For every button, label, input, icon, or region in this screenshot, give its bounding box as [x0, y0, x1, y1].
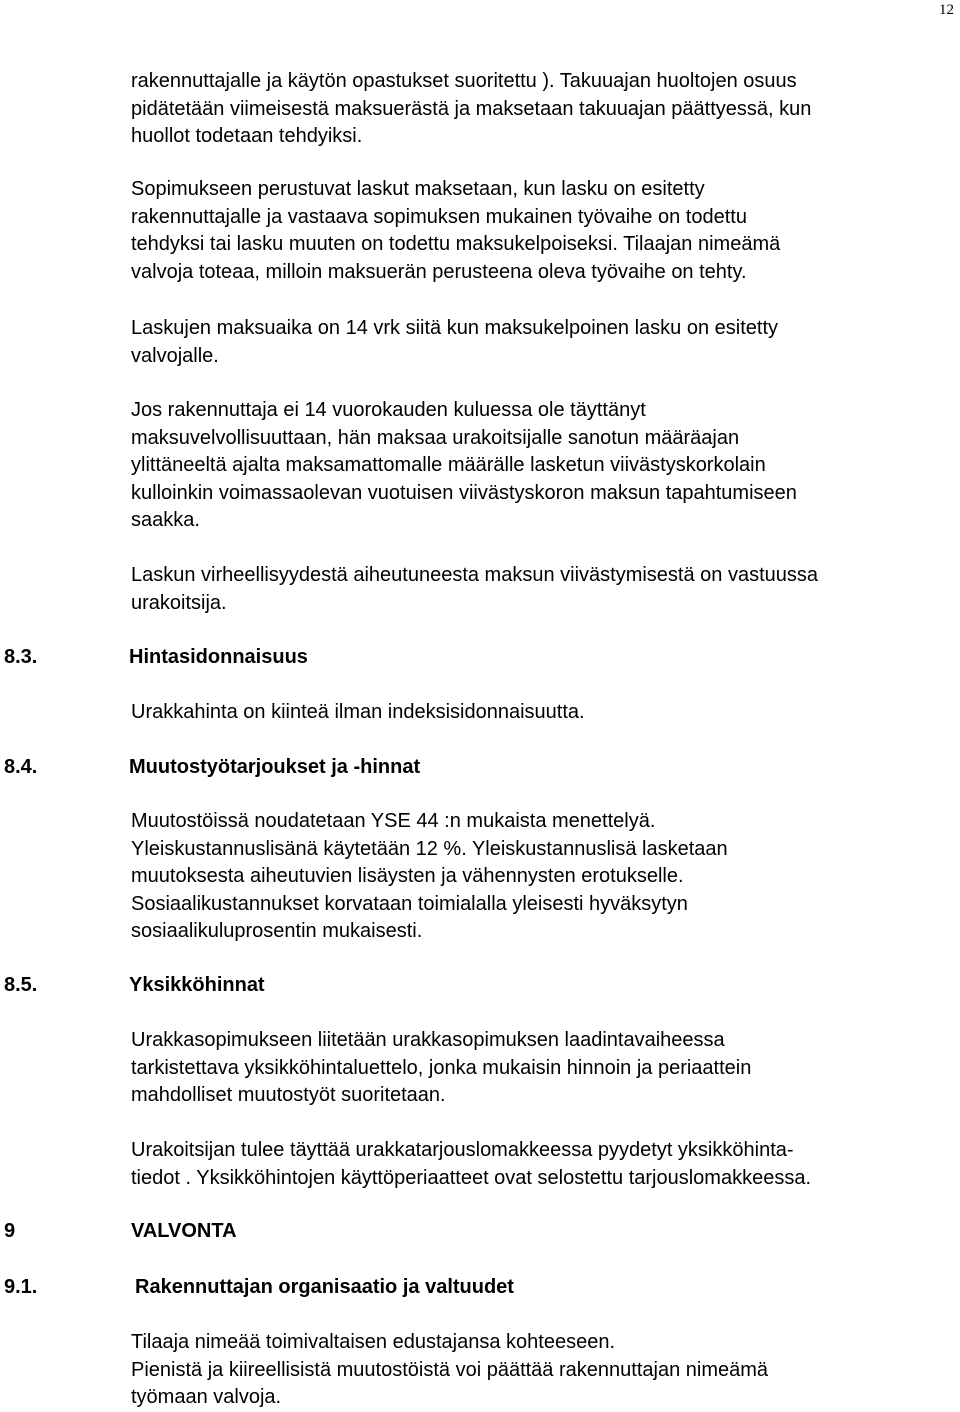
text-line: rakennuttajalle ja käytön opastukset suoritettu ). Takuuajan huoltojen osuus	[131, 70, 797, 92]
text-line: Jos rakennuttaja ei 14 vuorokauden kuluessa ole täyttänyt	[131, 399, 646, 421]
text-line: mahdolliset muutostyöt suoritetaan.	[131, 1084, 446, 1106]
section-title: Yksikköhinnat	[129, 974, 265, 996]
text-line: sosiaalikuluprosentin mukaisesti.	[131, 920, 423, 942]
text-line: Sopimukseen perustuvat laskut maksetaan, kun lasku on esitetty	[131, 178, 705, 200]
section-8-4-body	[131, 808, 951, 946]
invoices-paragraph	[131, 176, 951, 286]
section-8-5-para-1	[131, 1027, 951, 1110]
text-line: ylittäneeltä ajalta maksamattomalle määrälle lasketun viivästyskorkolain	[131, 454, 766, 476]
late-payment-paragraph	[131, 397, 951, 535]
text-line: Tilaaja nimeää toimivaltaisen edustajansa kohteeseen.	[131, 1331, 615, 1353]
text-line: Muutostöissä noudatetaan YSE 44 :n mukaista menettelyä.	[131, 810, 656, 832]
invoice-error-paragraph	[131, 562, 951, 617]
text-line: rakennuttajalle ja vastaava sopimuksen mukainen työvaihe on todettu	[131, 205, 747, 228]
text-line: valvoja toteaa, milloin maksuerän perusteena oleva työvaihe on tehty.	[131, 260, 747, 283]
text-line: Sosiaalikustannukset korvataan toimialalla yleisesti hyväksytyn	[131, 892, 688, 915]
text-line: Laskun virheellisyydestä aiheutuneesta maksun viivästymisestä on vastuussa	[131, 564, 819, 586]
section-title: Muutostyötarjoukset ja -hinnat	[129, 756, 421, 778]
section-number: 8.4.	[4, 756, 38, 778]
section-title: VALVONTA	[131, 1220, 237, 1242]
text-line: tiedot . Yksikköhintojen käyttöperiaatteet ovat selostettu tarjouslomakkeessa.	[131, 1166, 812, 1189]
section-8-3-body	[131, 699, 951, 727]
text-line: valvojalle.	[131, 344, 219, 367]
section-number: 8.3.	[4, 646, 38, 668]
section-title: Hintasidonnaisuus	[129, 646, 308, 668]
text-line: urakoitsija.	[131, 591, 227, 614]
text-line: Yleiskustannuslisänä käytetään 12 %. Yleiskustannuslisä lasketaan	[131, 837, 728, 860]
payment-time-paragraph	[131, 315, 951, 370]
intro-paragraph	[131, 68, 951, 151]
text-line: saakka.	[131, 509, 200, 531]
section-8-5-para-2	[131, 1137, 951, 1192]
text-line: Urakkahinta on kiinteä ilman indeksisidonnaisuutta.	[131, 701, 585, 723]
text-line: pidätetään viimeisestä maksuerästä ja maksetaan takuuajan päättyessä, kun	[131, 97, 812, 120]
section-9-1-body	[131, 1329, 951, 1412]
text-line: Urakkasopimukseen liitetään urakkasopimuksen laadintavaiheessa	[131, 1029, 725, 1051]
text-line: huollot todetaan tehdyiksi.	[131, 125, 363, 147]
text-line: kulloinkin voimassaolevan vuotuisen viivästyskoron maksun tapahtumiseen	[131, 481, 797, 504]
text-line: Laskujen maksuaika on 14 vrk siitä kun maksukelpoinen lasku on esitetty	[131, 317, 779, 339]
text-line: tarkistettava yksikköhintaluettelo, jonka mukaisin hinnoin ja periaattein	[131, 1056, 752, 1079]
text-line: muutoksesta aiheutuvien lisäysten ja vähennysten erotukselle.	[131, 865, 684, 887]
page-number: 12	[939, 2, 954, 18]
text-line: työmaan valvoja.	[131, 1386, 282, 1408]
section-title: Rakennuttajan organisaatio ja valtuudet	[135, 1276, 514, 1298]
text-line: tehdyksi tai lasku muuten on todettu maksukelpoiseksi. Tilaajan nimeämä	[131, 233, 781, 255]
text-line: Pienistä ja kiireellisistä muutostöistä voi päättää rakennuttajan nimeämä	[131, 1358, 769, 1381]
text-line: Urakoitsijan tulee täyttää urakkatarjouslomakkeessa pyydetyt yksikköhinta-	[131, 1139, 794, 1161]
section-number: 9.1.	[4, 1276, 38, 1298]
section-number: 8.5.	[4, 974, 38, 996]
text-line: maksuvelvollisuuttaan, hän maksaa urakoitsijalle sanotun määräajan	[131, 426, 740, 449]
section-number: 9	[4, 1220, 16, 1242]
